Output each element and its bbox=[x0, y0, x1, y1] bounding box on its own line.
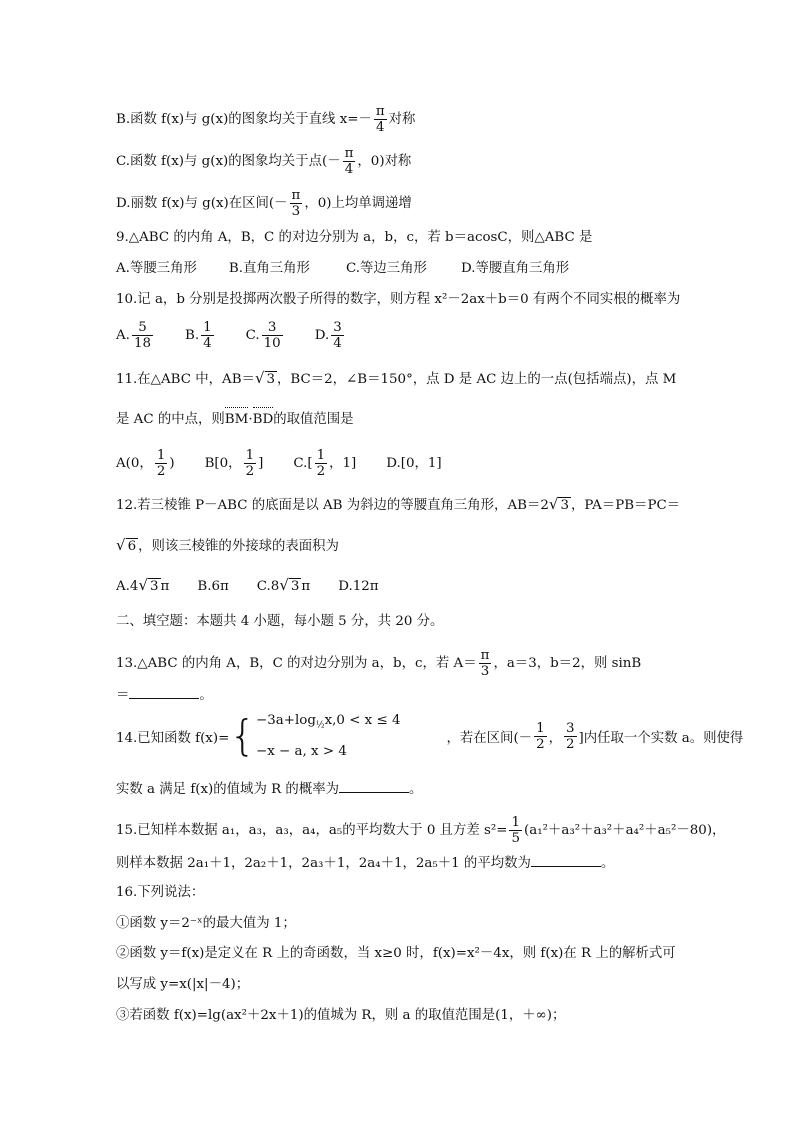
option-8c: C.函数 f(x)与 g(x)的图象均关于点(－ $\frac{\pi}{4}$ ，0)对称 bbox=[116, 146, 412, 177]
q10-option-c: C. bbox=[245, 328, 260, 343]
question-11-line-2: 是 AC 的中点，则BM·BD的取值范围是 bbox=[116, 410, 354, 430]
sqrt-symbol: √ 3 bbox=[138, 576, 159, 594]
q12-option-c: C.8 bbox=[256, 579, 280, 594]
statement-1: ①函数 y＝2⁻ˣ的最大值为 1； bbox=[116, 916, 296, 931]
question-16-stem: 16.下列说法： bbox=[116, 885, 205, 900]
option-8c-text: C.函数 f(x)与 g(x)的图象均关于点(－ bbox=[116, 154, 341, 169]
fraction: $\frac{\pi}{3}$ bbox=[480, 648, 490, 679]
vector-bm: BM bbox=[225, 410, 249, 430]
q9-option-c: C.等边三角形 bbox=[345, 261, 427, 276]
sqrt-symbol: √ 3 bbox=[254, 369, 276, 387]
q10-option-b: B. bbox=[184, 328, 200, 343]
fraction: $\frac{1}{2}$ bbox=[316, 448, 326, 479]
question-12-options: A.4√ 3 π B.6π C.8√ 3 π D.12π bbox=[116, 575, 379, 597]
statement-2-line-1: ②函数 y＝f(x)是定义在 R 上的奇函数，当 x≥0 时，f(x)=x²－4x，则 f(x)在 R 上的解析式可 bbox=[116, 946, 676, 961]
fraction: $\frac{3}{4}$ bbox=[333, 320, 342, 351]
fraction: $\frac{5}{18}$ bbox=[133, 320, 151, 351]
q9-option-d: D.等腰直角三角形 bbox=[460, 261, 570, 276]
fraction: $\frac{1}{4}$ bbox=[203, 320, 212, 351]
question-10-stem: 10.记 a，b 分别是投掷两次骰子所得的数字，则方程 x²－2ax＋b＝0 有两个不同实根的概率为 bbox=[116, 292, 681, 307]
fraction: $\frac{1}{2}$ bbox=[536, 720, 545, 752]
fraction: $\frac{1}{5}$ bbox=[511, 815, 521, 846]
fraction: $\frac{1}{2}$ bbox=[156, 448, 166, 479]
q11-option-d: D.[0，1] bbox=[386, 456, 442, 471]
question-15-line-2: 则样本数据 2a₁＋1，2a₂＋1，2a₃＋1，2a₄＋1，2a₅＋1 的平均数为 。 bbox=[116, 852, 614, 874]
question-13-line-1: 13.△ABC 的内角 A，B，C 的对边分别为 a，b，c，若 A＝ $\frac{\pi}{3}$ ，a＝3，b＝2，则 sinB bbox=[116, 648, 642, 679]
question-12-line-2: √ 6 ，则该三棱锥的外接球的表面积为 bbox=[116, 535, 339, 557]
question-14-line-1: 14.已知函数 f(x)={ $-3a+\log_{\frac{1}{2}}x,0 < x \le 4$ −x − a, x > 4 ，若在区间(－ $\frac{1}{2}$ ， $\frac{3}{2}$ ]内任取一个实数 a。则使得 bbox=[116, 708, 743, 765]
vector-bd: BD bbox=[253, 410, 274, 430]
brace-symbol: { bbox=[229, 711, 257, 761]
fraction: $\frac{\pi}{3}$ bbox=[291, 188, 301, 219]
question-11-options: A(0， $\frac{1}{2}$ ) B[0， $\frac{1}{2}$ ] C.[ $\frac{1}{2}$ ，1] D.[0，1] bbox=[116, 448, 442, 479]
q11-option-c: C.[ bbox=[293, 456, 313, 471]
sqrt-symbol: √ 6 bbox=[116, 536, 137, 554]
q9-option-a: A.等腰三角形 bbox=[116, 261, 197, 276]
question-11-line-1: 11.在△ABC 中，AB＝√ 3 ，BC＝2，∠B＝150°，点 D 是 AC 边上的一点(包括端点)，点 M bbox=[116, 368, 676, 390]
option-8d: D.丽数 f(x)与 g(x)在区间(－ $\frac{\pi}{3}$ ，0)上均单调递增 bbox=[116, 188, 412, 219]
question-14-line-2: 实数 a 满足 f(x)的值域为 R 的概率为 。 bbox=[116, 778, 422, 800]
answer-blank[interactable] bbox=[129, 684, 199, 699]
q10-option-a: A. bbox=[116, 328, 130, 343]
fraction: $\frac{3}{2}$ bbox=[566, 720, 575, 752]
q12-option-b: B.6π bbox=[197, 579, 229, 594]
question-12-line-1: 12.若三棱锥 P－ABC 的底面是以 AB 为斜边的等腰直角三角形，AB＝2√ 3 ，PA＝PB＝PC＝ bbox=[116, 494, 680, 516]
fraction: $\frac{1}{2}$ bbox=[245, 448, 255, 479]
sqrt-symbol: √ 3 bbox=[548, 495, 569, 513]
q9-option-b: B.直角三角形 bbox=[228, 261, 310, 276]
q12-option-a: A.4 bbox=[116, 579, 139, 594]
question-9-options bbox=[116, 259, 569, 279]
statement-3: ③若函数 f(x)=lg(ax²＋2x＋1)的值城为 R，则 a 的取值范围是(1，＋∞)； bbox=[116, 1008, 566, 1023]
option-8d-text: D.丽数 f(x)与 g(x)在区间(－ bbox=[116, 196, 288, 211]
fraction: $\frac{\pi}{4}$ bbox=[344, 146, 354, 177]
piecewise-cases: $-3a+\log_{\frac{1}{2}}x,0 < x \le 4$ −x − a, x > 4 bbox=[256, 713, 401, 759]
answer-blank[interactable] bbox=[339, 778, 409, 793]
question-9-stem: 9.△ABC 的内角 A，B，C 的对边分别为 a，b，c，若 b＝acosC，则△ABC 是 bbox=[116, 230, 593, 245]
question-13-line-2: ＝ 。 bbox=[116, 684, 213, 706]
fraction: $\frac{\pi}{4}$ bbox=[375, 104, 385, 135]
q11-option-a: A(0， bbox=[116, 456, 153, 471]
question-15-line-1: 15.已知样本数据 a₁，a₃，a₃，a₄，a₅的平均数大于 0 且方差 s²= $\frac{1}{5}$ (a₁²＋a₃²＋a₃²＋a₄²＋a₅²－80)， bbox=[116, 815, 726, 846]
q11-option-b: B[0， bbox=[204, 456, 242, 471]
question-10-options bbox=[116, 320, 346, 351]
statement-2-line-2: 以写成 y=x(|x|－4)； bbox=[116, 977, 250, 992]
q12-option-d: D.12π bbox=[338, 579, 379, 594]
option-8b-text: B.函数 f(x)与 g(x)的图象均关于直线 x=－ bbox=[116, 112, 372, 127]
answer-blank[interactable] bbox=[531, 852, 601, 867]
sqrt-symbol: √ 3 bbox=[279, 576, 300, 594]
fraction: $\frac{3}{10}$ bbox=[263, 320, 281, 351]
q10-option-d: D. bbox=[314, 328, 330, 343]
section-2-heading: 二、填空题：本题共 4 小题，每小题 5 分，共 20 分。 bbox=[116, 614, 444, 629]
option-8b: B.函数 f(x)与 g(x)的图象均关于直线 x=－ $\frac{\pi}{4}$ 对称 bbox=[116, 104, 416, 135]
